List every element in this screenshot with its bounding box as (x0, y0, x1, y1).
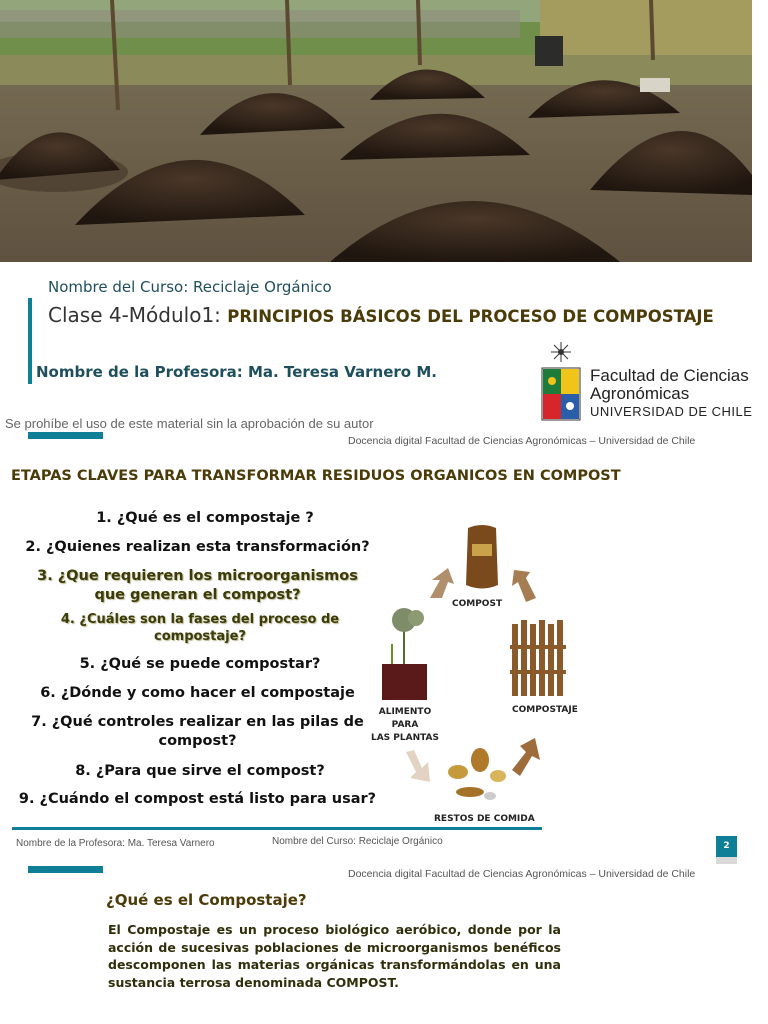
footer-divider (12, 827, 542, 830)
cycle-label-alimento: ALIMENTO PARA LAS PLANTAS (370, 707, 440, 743)
question-8: 8. ¿Para que sirve el compost? (75, 763, 325, 779)
logo-line-agronomicas: Agronómicas (590, 384, 690, 403)
slide3-title: ¿Qué es el Compostaje? (106, 891, 307, 909)
docencia-footer-2: Docencia digital Facultad de Ciencias Agronómicas – Universidad de Chile (348, 868, 696, 880)
question-7: 7. ¿Qué controles realizar en las pilas de compost? (31, 714, 364, 749)
question-4: 4. ¿Cuáles son la fases del proceso de compostaje? (60, 612, 340, 644)
question-5: 5. ¿Qué se puede compostar? (79, 656, 321, 672)
footer-course: Nombre del Curso: Reciclaje Orgánico (272, 836, 443, 847)
plant-icon (382, 608, 427, 700)
class-title-prefix: Clase 4-Módulo1: (48, 303, 228, 327)
compostaje-definition: El Compostaje es un proceso biológico aeróbico, donde por la acción de sucesivas poblaciones de microorganismos benéficos descomponen las materias orgánicas transformándolas en una sustancia terrosa denominada COMPOST. (108, 922, 561, 990)
accent-vertical-bar (28, 298, 32, 384)
cycle-label-compost: COMPOST (452, 599, 503, 609)
compost-sack-icon (466, 525, 498, 589)
accent-bar-2 (28, 866, 103, 873)
question-2: 2. ¿Quienes realizan esta transformación? (25, 539, 370, 555)
compost-bin-icon (510, 620, 566, 696)
professor-name: Nombre de la Profesora: Ma. Teresa Varnero M. (36, 363, 437, 381)
copyright-notice: Se prohíbe el uso de este material sin la aprobación de su autor (5, 416, 374, 431)
question-1: 1. ¿Qué es el compostaje ? (96, 510, 314, 526)
arrow-icon-down-left (512, 738, 540, 776)
slide2-title: ETAPAS CLAVES PARA TRANSFORMAR RESIDUOS ORGANICOS EN COMPOST (11, 468, 621, 484)
docencia-footer: Docencia digital Facultad de Ciencias Agronómicas – Universidad de Chile (348, 435, 696, 447)
class-title (48, 303, 714, 327)
question-3: 3. ¿Que requieren los microorganismos que generan el compost? (37, 568, 358, 603)
food-scraps-icon (448, 748, 506, 800)
logo-line-faculty: Facultad de Ciencias (590, 366, 749, 385)
cycle-label-compostaje: COMPOSTAJE (512, 705, 578, 715)
question-6: 6. ¿Dónde y como hacer el compostaje (40, 685, 355, 701)
cycle-label-restos: RESTOS DE COMIDA (434, 814, 535, 824)
question-9: 9. ¿Cuándo el compost está listo para usar? (18, 791, 377, 807)
arrow-icon-up (406, 750, 430, 782)
accent-bar (28, 432, 103, 439)
footer-professor: Nombre de la Profesora: Ma. Teresa Varnero (16, 838, 215, 849)
class-title-topic: PRINCIPIOS BÁSICOS DEL PROCESO DE COMPOSTAJE (227, 307, 714, 326)
logo-line-university: UNIVERSIDAD DE CHILE (590, 404, 753, 419)
page-number: 2 (716, 836, 737, 857)
page-number-shadow (716, 857, 737, 864)
university-logo-text (590, 367, 752, 421)
compost-piles-photo (0, 0, 752, 262)
compost-cycle-diagram (370, 520, 590, 830)
arrow-icon-up-left (430, 568, 454, 598)
arrow-icon-down-right (512, 570, 536, 602)
course-name: Nombre del Curso: Reciclaje Orgánico (48, 278, 332, 296)
